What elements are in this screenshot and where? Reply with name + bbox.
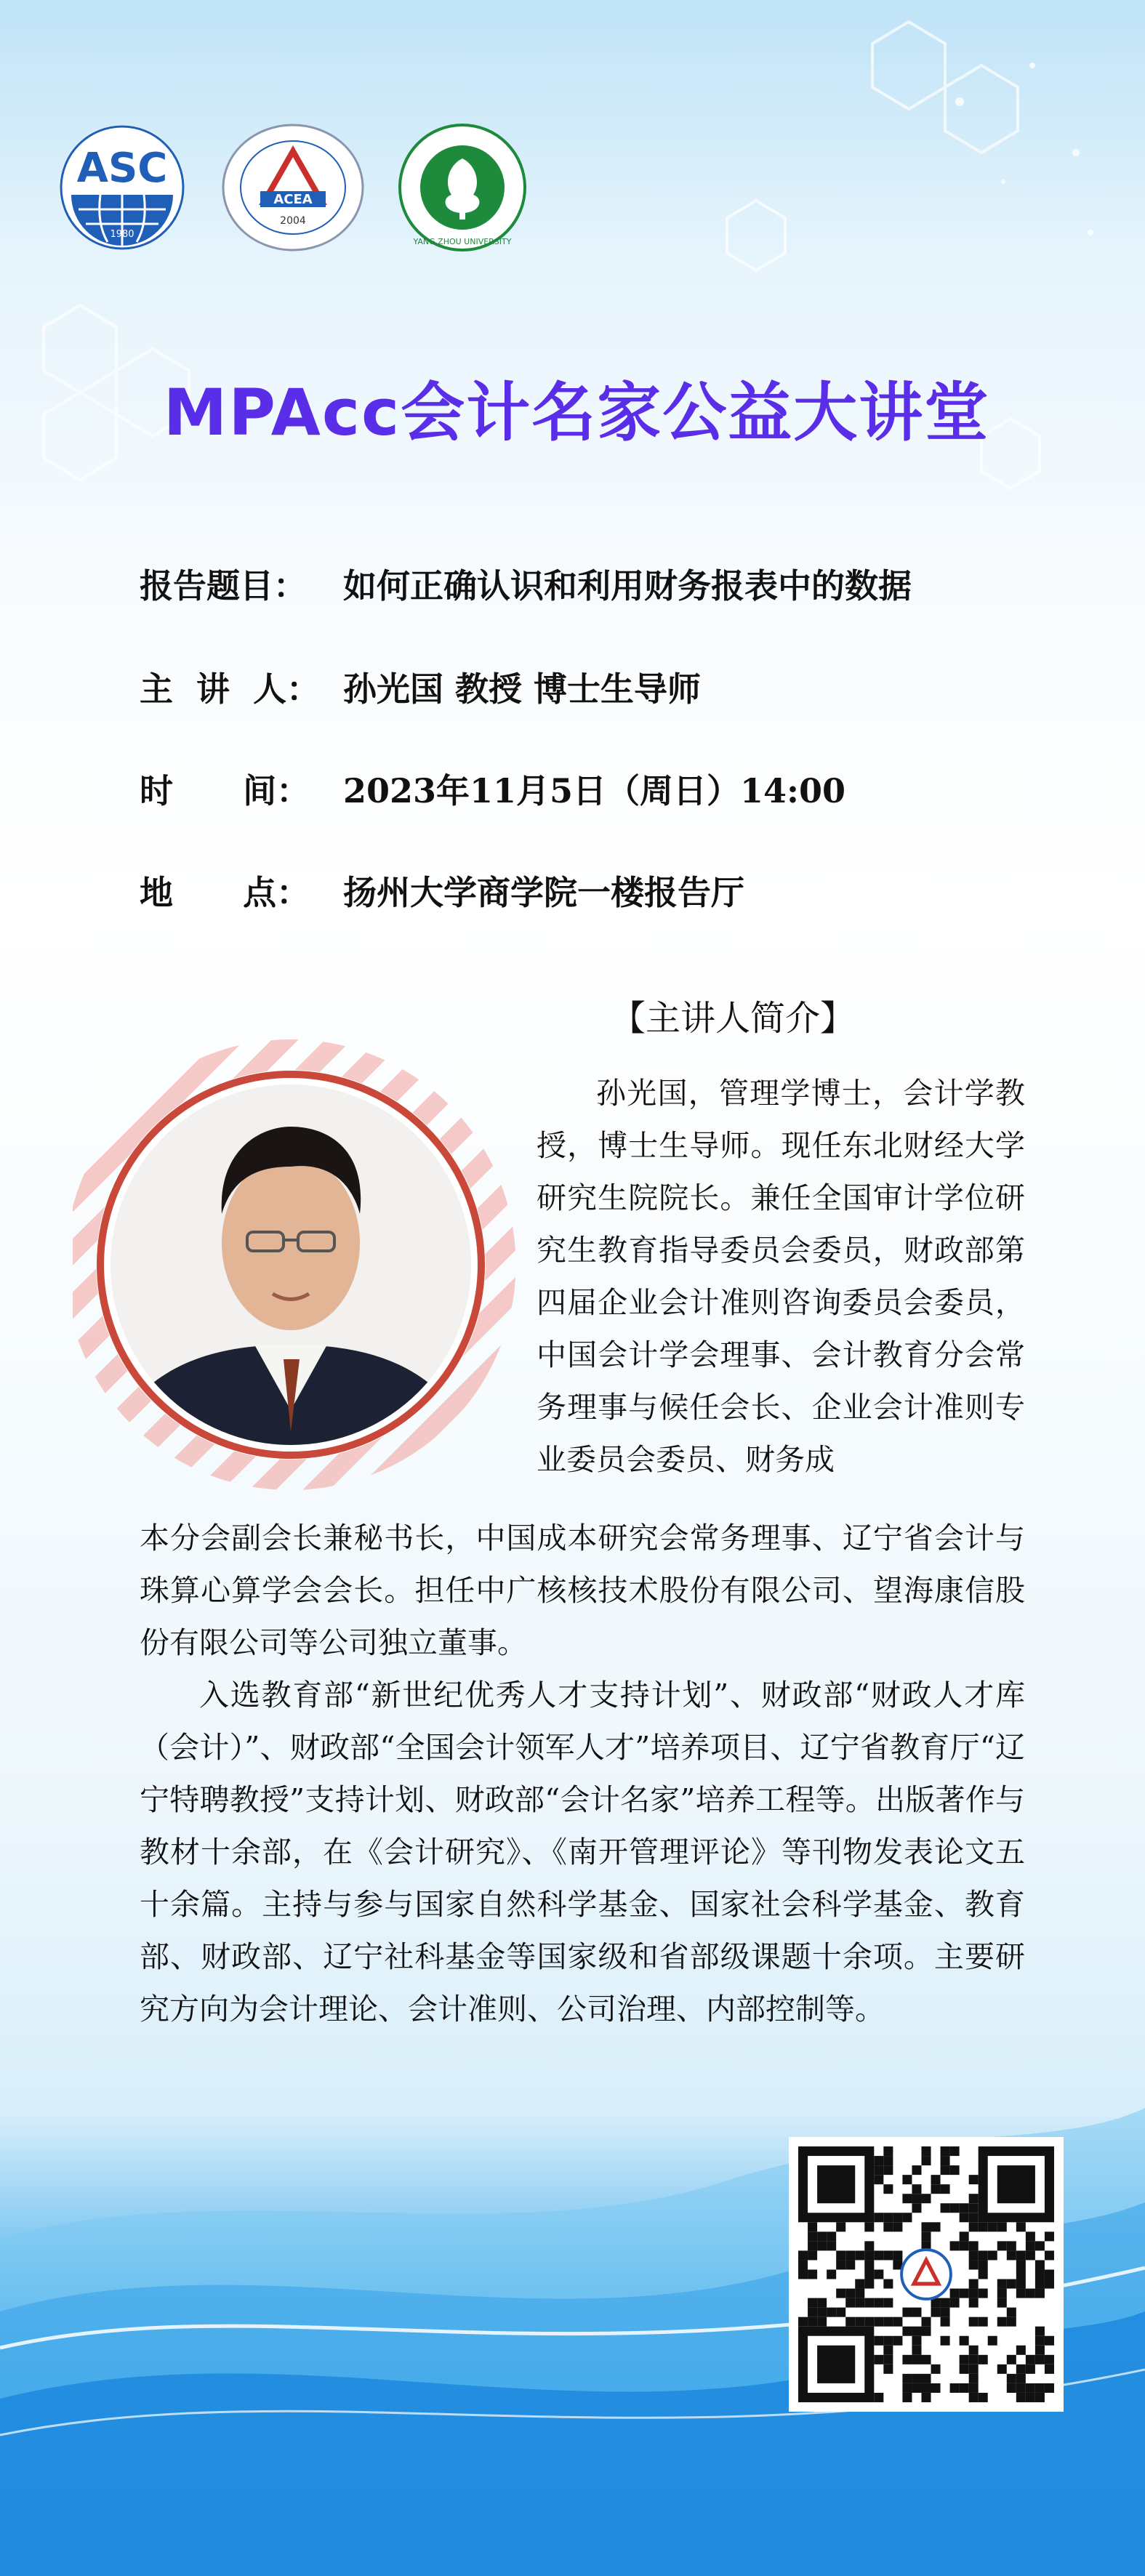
svg-text:YANG ZHOU UNIVERSITY: YANG ZHOU UNIVERSITY bbox=[413, 237, 512, 246]
info-location-value: 扬州大学商学院一楼报告厅 bbox=[343, 873, 744, 912]
mpacc-logo bbox=[220, 122, 366, 253]
info-topic-value: 如何正确认识和利用财务报表中的数据 bbox=[343, 566, 912, 605]
bio-body bbox=[140, 1512, 1025, 2035]
info-time bbox=[140, 765, 845, 813]
qr-code[interactable] bbox=[789, 2137, 1064, 2412]
info-time-value: 2023年11月5日（周日）14:00 bbox=[343, 771, 846, 810]
info-speaker bbox=[140, 663, 701, 711]
svg-text:2004: 2004 bbox=[280, 215, 306, 227]
asc-logo bbox=[57, 122, 188, 253]
info-speaker-label: 主 讲 人： bbox=[140, 669, 321, 709]
bio-heading: 【主讲人简介】 bbox=[611, 998, 856, 1039]
svg-text:ACEA: ACEA bbox=[273, 192, 313, 207]
info-speaker-value: 孙光国 教授 博士生导师 bbox=[343, 669, 702, 709]
svg-text:ASC: ASC bbox=[76, 145, 168, 192]
bio-paragraph-1-part-1: 孙光国，管理学博士，会计学教授，博士生导师。现任东北财经大学研究生院院长。兼任全国审计学位研究生教育指导委员会委员，财政部第四届企业会计准则咨询委员会委员，中国会计学会理事、会计教育分会常务理事与候任会长、企业会计准则专业委员会委员、财务成 bbox=[537, 1076, 1025, 1477]
event-title: MPAcc会计名家公益大讲堂 bbox=[163, 375, 990, 450]
info-topic-label: 报告题目： bbox=[140, 566, 307, 605]
info-location-label: 地 点： bbox=[140, 873, 310, 912]
info-time-label: 时 间： bbox=[140, 771, 310, 810]
bio-paragraph-2: 入选教育部“新世纪优秀人才支持计划”、财政部“财政人才库（会计）”、财政部“全国会计领军人才”培养项目、辽宁省教育厅“辽宁特聘教授”支持计划、财政部“会计名家”培养工程等。出版著作与教材十余部，在《会计研究》、《南开管理评论》等刊物发表论文五十余篇。主持与参与国家自然科学基金、国家社会科学基金、教育部、财政部、辽宁社科基金等国家级和省部级课题十余项。主要研究方向为会计理论、会计准则、公司治理、内部控制等。 bbox=[140, 1678, 1025, 2026]
logo-row bbox=[57, 122, 512, 267]
yangzhou-university-logo bbox=[397, 122, 528, 253]
svg-text:1980: 1980 bbox=[110, 229, 134, 240]
bio-paragraph-1-part-2: 本分会副会长兼秘书长，中国成本研究会常务理事、辽宁省会计与珠算心算学会会长。担任中广核核技术股份有限公司、望海康信股份有限公司等公司独立董事。 bbox=[140, 1521, 1025, 1660]
info-topic bbox=[140, 560, 912, 608]
speaker-portrait bbox=[73, 1025, 553, 1505]
info-location bbox=[140, 866, 744, 914]
